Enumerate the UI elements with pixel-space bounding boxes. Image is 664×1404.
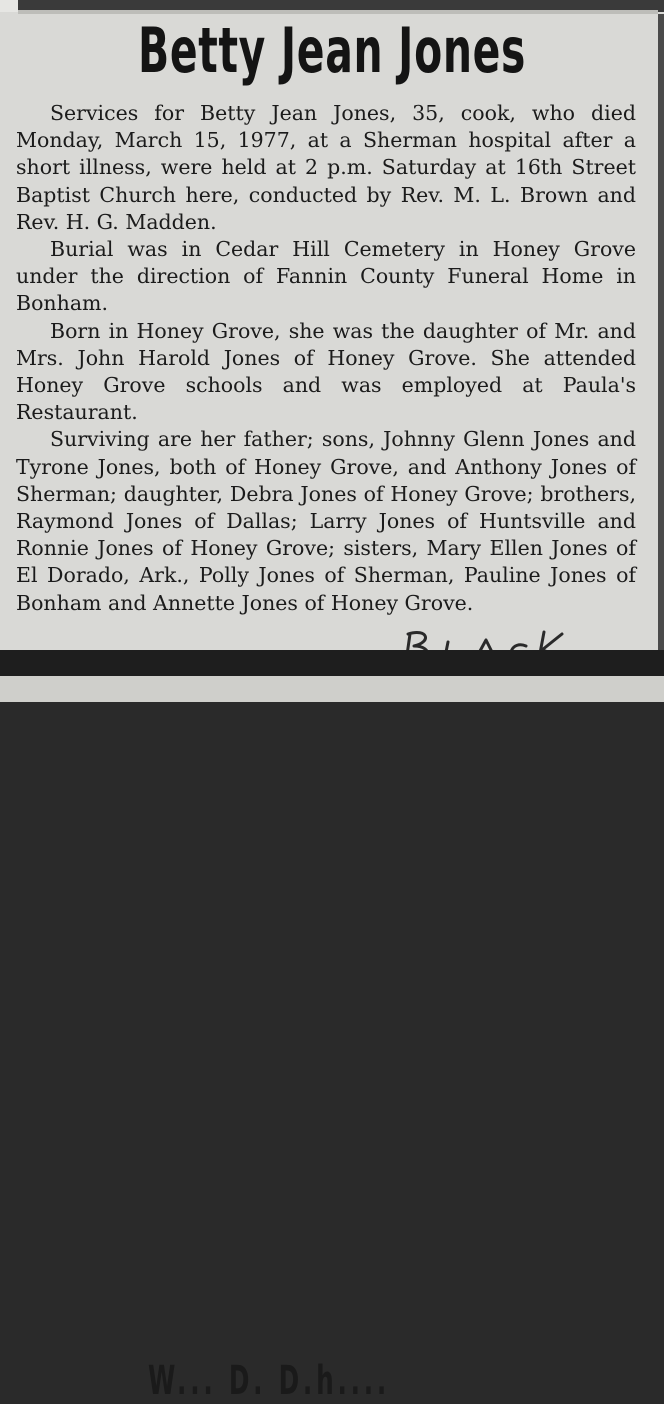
right-scan-edge — [658, 14, 664, 654]
headline-text: Betty Jean Jones — [137, 14, 527, 87]
paragraph-born: Born in Honey Grove, she was the daughter of Mr. and Mrs. John Harold Jones of Honey Grove. She attended Honey Grove schools and was employed at Paula's Restaurant. — [16, 318, 636, 425]
obituary-headline — [0, 16, 664, 86]
paragraph-burial: Burial was in Cedar Hill Cemetery in Honey Grove under the direction of Fannin County Funeral Home in Bonham. — [16, 237, 636, 316]
paragraph-services: Services for Betty Jean Jones, 35, cook, who died Monday, March 15, 1977, at a Sherman hospital after a short illness, were held at 2 p.m. Saturday at 16th Street Baptist Church here, conducted by Rev. M. L. Brown and Rev. H. G. Madden. — [16, 101, 636, 234]
paragraph-survivors: Surviving are her father; sons, Johnny Glenn Jones and Tyrone Jones, both of Honey Grove, and Anthony Jones of Sherman; daughter, Debra Jones of Honey Grove; brothers, Raymond Jones of Dallas; Larry Jones of Huntsville and Ronnie Jones of Honey Grove; sisters, Mary Ellen Jones of El Dorado, Ark., Polly Jones of Sherman, Pauline Jones of Bonham and Annette Jones of Honey Grove. — [16, 427, 636, 615]
clipping-corner — [0, 0, 18, 12]
next-article-strip — [0, 676, 664, 1404]
obituary-body — [16, 100, 636, 617]
next-article-headline-fragment: W... D. D.h.... — [148, 1358, 391, 1404]
bottom-dark-band — [0, 650, 664, 676]
